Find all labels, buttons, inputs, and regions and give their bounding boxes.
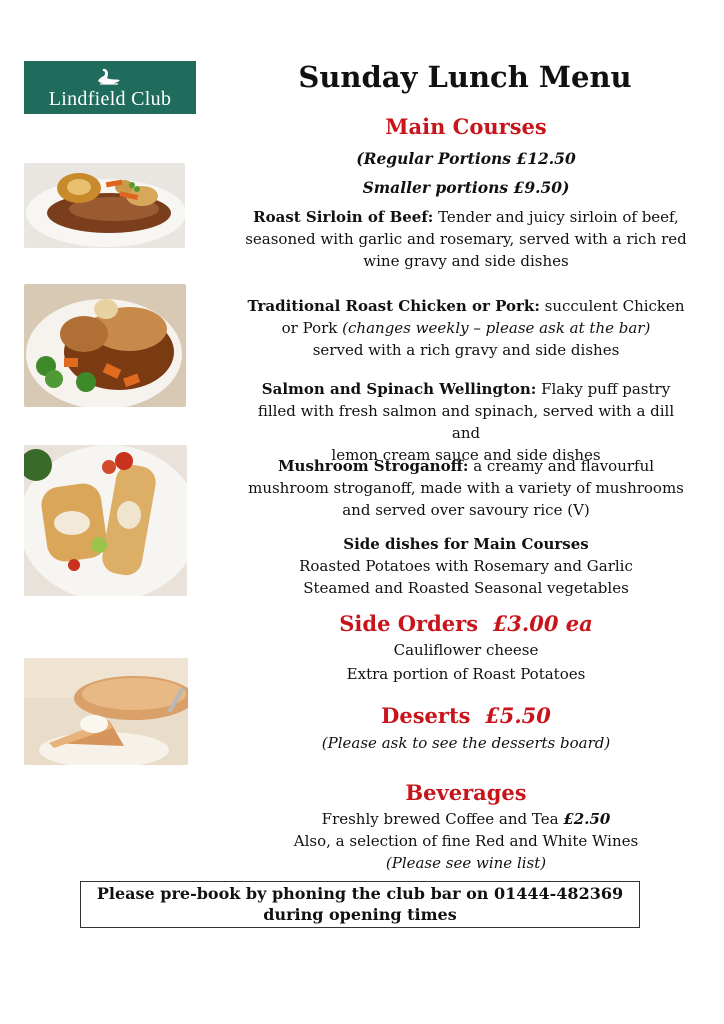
dish-desc: wine gravy and side dishes [363,252,569,270]
side-orders-list [242,639,690,685]
beverages-list [242,808,690,874]
dish-mushroom-stroganoff [242,455,690,521]
beverages-heading: Beverages [405,780,527,805]
side-orders-title: Side Orders [339,611,479,636]
photo-roast-beef [24,163,185,248]
booking-line-1: Please pre-book by phoning the club bar on 01444-482369 [96,884,624,903]
dish-desc: and served over savoury rice (V) [342,501,590,519]
beverage-wines: Also, a selection of fine Red and White Wines [293,832,639,850]
dish-roast-chicken [242,295,690,361]
dish-desc: lemon cream sauce and side dishes [331,446,601,464]
side-dish-item: Roasted Potatoes with Rosemary and Garlic [299,557,633,575]
dish-desc: Flaky puff pastry [536,380,671,398]
dish-roast-beef [242,206,690,272]
dish-desc: or Pork [281,319,343,337]
beverage-wine-note: (Please see wine list) [385,854,547,872]
side-order-item: Extra portion of Roast Potatoes [346,665,586,683]
dish-name: Roast Sirloin of Beef: [253,208,434,226]
price-small: Smaller portions £9.50) [362,178,570,197]
dish-name: Mushroom Stroganoff: [277,457,469,475]
dish-desc: a creamy and flavourful [468,457,655,475]
deserts-price: £5.50 [485,703,551,728]
dish-desc: filled with fresh salmon and spinach, served with a dill and [257,402,675,442]
club-name: Lindfield Club [48,88,172,110]
club-logo [24,61,196,114]
side-orders-price: £3.00 ea [492,611,593,636]
dish-desc: served with a rich gravy and side dishes [312,341,620,359]
dish-salmon-wellington [242,378,690,466]
side-orders-heading [242,611,690,636]
dish-name: Salmon and Spinach Wellington: [261,380,537,398]
side-dishes-heading: Side dishes for Main Courses [343,535,589,553]
dish-desc: seasoned with garlic and rosemary, served with a rich red [245,230,687,248]
photo-salmon-wellington [24,445,187,596]
photo-roast-chicken [24,284,186,407]
dish-desc: mushroom stroganoff, made with a variety of mushrooms [248,479,684,497]
side-dish-item: Steamed and Roasted Seasonal vegetables [303,579,629,597]
dish-name: Traditional Roast Chicken or Pork: [247,297,540,315]
page-title: Sunday Lunch Menu [298,60,632,94]
dish-note: (changes weekly – please ask at the bar) [342,319,651,337]
deserts-heading [242,703,690,728]
dish-desc: Tender and juicy sirloin of beef, [433,208,679,226]
deserts-title: Deserts [381,703,471,728]
main-courses-heading: Main Courses [385,114,547,139]
booking-line-2: during opening times [263,905,457,924]
side-dishes-section [242,533,690,599]
price-regular: (Regular Portions £12.50 [356,149,576,168]
beverage-coffee-price: £2.50 [563,810,611,828]
beverage-coffee: Freshly brewed Coffee and Tea [321,810,564,828]
dish-desc: succulent Chicken [539,297,685,315]
deserts-note: (Please ask to see the desserts board) [321,734,611,752]
side-order-item: Cauliflower cheese [393,641,539,659]
booking-notice [80,881,640,928]
photo-dessert-pie [24,658,188,765]
swan-icon [94,65,124,87]
